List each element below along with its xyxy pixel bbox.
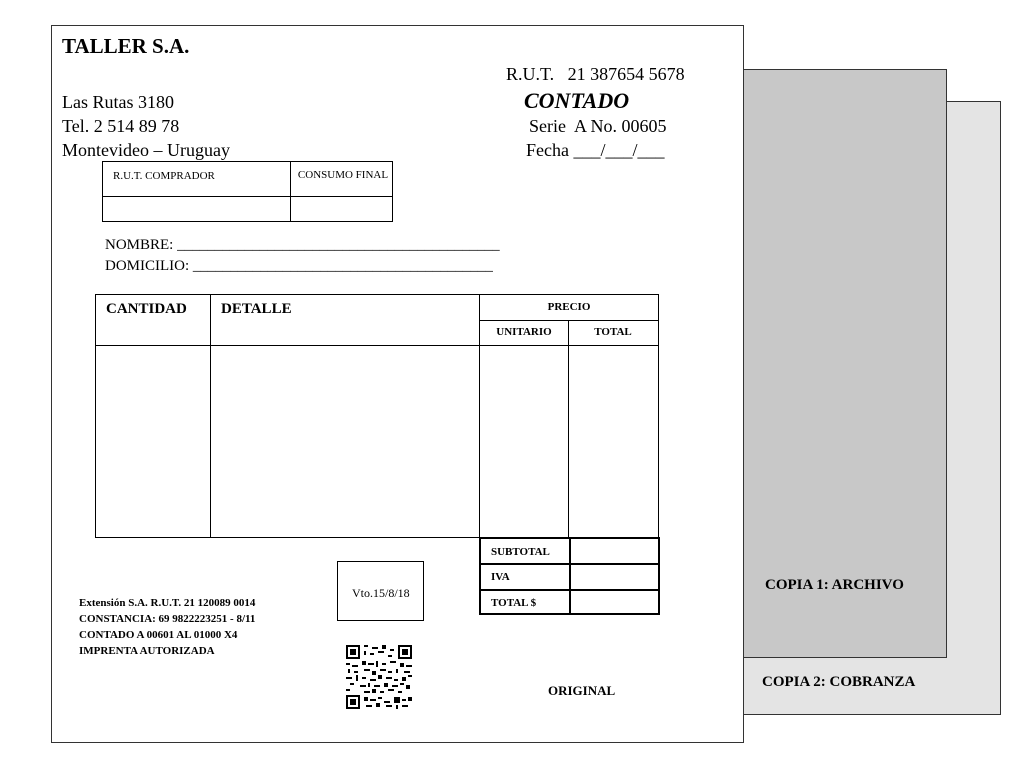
col-detalle: DETALLE xyxy=(221,301,292,317)
qr-code-icon xyxy=(346,645,412,714)
copy-1-sheet xyxy=(742,69,947,658)
table-right-line xyxy=(658,294,659,538)
iva-field[interactable] xyxy=(572,566,658,588)
buyer-rut-box xyxy=(102,161,393,222)
copy-type-label: ORIGINAL xyxy=(548,683,616,698)
company-phone: Tel. 2 514 89 78 xyxy=(62,116,180,136)
imprenta-line-4: IMPRENTA AUTORIZADA xyxy=(79,645,215,657)
buyer-rut-field[interactable] xyxy=(104,198,289,220)
precio-subheader-line xyxy=(479,320,659,321)
document-type: CONTADO xyxy=(524,88,630,113)
subtotal-label: SUBTOTAL xyxy=(491,546,550,558)
table-bottom-line xyxy=(95,537,480,538)
date-field[interactable]: Fecha ___/___/___ xyxy=(526,140,665,160)
copy-2-label: COPIA 2: COBRANZA xyxy=(762,674,916,690)
detalle-cells[interactable] xyxy=(211,346,479,537)
totals-box xyxy=(479,537,660,615)
totals-row-line-2 xyxy=(481,589,658,591)
company-rut: R.U.T. 21 387654 5678 xyxy=(506,64,685,84)
total-field[interactable] xyxy=(572,592,658,613)
buyer-box-hline xyxy=(103,196,392,197)
company-address: Las Rutas 3180 xyxy=(62,92,174,112)
col-unitario: UNITARIO xyxy=(496,326,552,338)
imprenta-line-1: Extensión S.A. R.U.T. 21 120089 0014 xyxy=(79,597,256,609)
buyer-box-divider xyxy=(290,162,291,221)
totals-row-line-1 xyxy=(481,563,658,565)
table-top-line xyxy=(95,294,659,295)
consumo-final-field[interactable] xyxy=(292,198,391,220)
total-label: TOTAL $ xyxy=(491,597,537,609)
imprenta-line-2: CONSTANCIA: 69 9822223251 - 8/11 xyxy=(79,613,256,625)
buyer-rut-label: R.U.T. COMPRADOR xyxy=(113,170,215,182)
subtotal-field[interactable] xyxy=(572,540,658,562)
domicilio-field[interactable]: DOMICILIO: ________________________________________ xyxy=(105,258,493,274)
unitario-cells[interactable] xyxy=(480,346,568,537)
company-name: TALLER S.A. xyxy=(62,34,190,58)
col-precio: PRECIO xyxy=(547,301,591,313)
total-cells[interactable] xyxy=(569,346,658,537)
col-total: TOTAL xyxy=(594,326,632,338)
serie-number: Serie A No. 00605 xyxy=(529,116,667,136)
col-cantidad: CANTIDAD xyxy=(106,301,187,317)
nombre-field[interactable]: NOMBRE: ___________________________________________ xyxy=(105,237,500,253)
imprenta-info xyxy=(79,595,255,659)
copy-1-label: COPIA 1: ARCHIVO xyxy=(765,577,904,593)
consumo-final-label: CONSUMO FINAL xyxy=(297,169,389,181)
imprenta-line-3: CONTADO A 00601 AL 01000 X4 xyxy=(79,629,238,641)
iva-label: IVA xyxy=(491,571,510,583)
vto-box xyxy=(337,561,424,621)
company-city: Montevideo – Uruguay xyxy=(62,140,230,160)
cantidad-cells[interactable] xyxy=(96,346,210,537)
totals-divider xyxy=(569,539,571,613)
vto-date: Vto.15/8/18 xyxy=(352,586,410,600)
